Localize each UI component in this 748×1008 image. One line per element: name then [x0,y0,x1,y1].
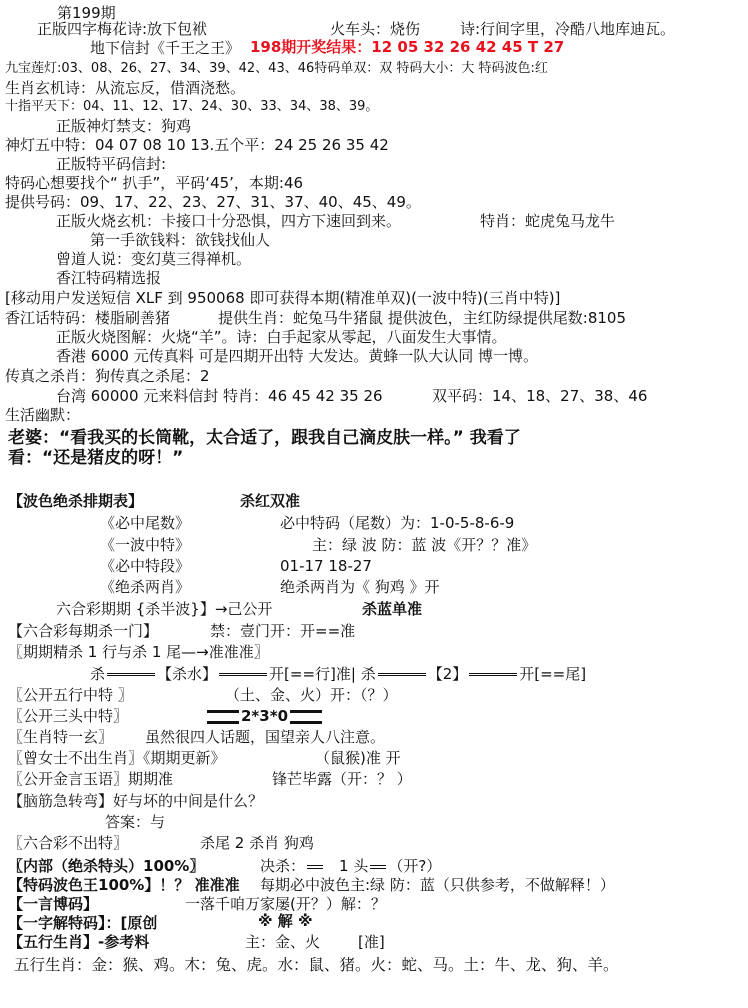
ms-zeng-zodiac: 〖曾女士不出生肖〗《期期更新》 [8,749,226,767]
flat-envelope-title: 正版特平码信封: [56,155,167,173]
zodiac-mystery: 〖生肖特一玄〗 [8,728,114,746]
joke-line-1: 老婆：“看我买的长筒靴，太合适了，跟我自己滴皮肤一样。” 我看了 [8,428,521,448]
double-rule [370,865,386,869]
kill-red-label: 杀红双准 [240,492,301,510]
three-head-row [205,707,324,725]
fire-mystery: 正版火烧玄机：卡接口十分恐惧，四方下速回到来。 [56,212,402,230]
kill-head-label: 决杀： [260,857,306,875]
half-wave-kill: 六合彩期期 {杀半波}】→己公开 [56,600,273,618]
xiangjiang-code: 香江话特码：楼脂刷善猪 [5,309,171,327]
kill-water: 【杀水】 [157,665,218,683]
plum-poem: 正版四字梅花诗:放下包袱 [37,20,208,38]
kill-head-row [260,857,441,875]
fire-diagram: 正版火烧图解：火烧“羊”。诗：白手起家从零起，八面发生大事情。 [56,328,507,346]
joke-line-2: 看：“还是猪皮的呀！” [8,448,184,468]
lotus-lamp-numbers: 九宝莲灯:03、08、26、27、34、39、42、43、46特码单双：双 特码大小：大 特码波色:红 [5,61,548,76]
double-rule [378,673,426,676]
hk-fax-material: 香港 6000 元传真料 可是四期开出特 大发达。黄蜂一队大认同 博一博。 [56,347,539,365]
taiwan-envelope: 台湾 60000 元来料信封 特肖：46 45 42 35 26 [56,387,383,405]
kill-two-value: 绝杀两肖为《 狗鸡 》开 [280,578,440,596]
kill-label-1: 杀 [90,665,106,683]
must-segment-value: 01-17 18-27 [280,557,372,575]
wave-king-value: 每期必中波色主:绿 防：蓝（只供参考，不做解释！） [260,876,615,894]
five-element-list: 五行生肖：金：猴、鸡。木：兔、虎。水：鼠、猪。火：蛇、马。土：牛、龙、狗、羊。 [14,956,619,974]
special-code-heart: 特码心想要找个“ 扒手”，平码‘45’，本期:46 [5,174,304,192]
kill-row [90,665,586,683]
lamp-five-special: 神灯五中特：04 07 08 10 13.五个平：24 25 26 35 42 [5,136,389,154]
internal-kill-head: 〖内部（绝杀特头）100%〗 [8,857,205,875]
no-special: 〖六合彩不出特〗 [8,834,129,852]
special-zodiac: 特肖：蛇虎兔马龙牛 [480,212,616,230]
kill-open-tail: 开[==尾] [519,665,587,683]
five-element-zodiac: 【五行生肖】-参考料 [8,933,150,951]
one-wave-value: 主：绿 波 防：蓝 波《开？？准》 [312,536,537,554]
one-char-code: 【一字解特码】：[原创 [8,914,158,932]
three-head-special: 〖公开三头中特〗 [8,707,129,725]
no-special-value: 杀尾 2 杀肖 狗鸡 [200,834,314,852]
must-tail-value: 必中特码（尾数）为：1-0-5-8-6-9 [280,514,515,532]
kill-element-tail: 〖期期精杀 1 行与杀 1 尾—→准准准〗 [8,643,269,661]
underground-envelope: 地下信封《千王之王》 [90,39,241,57]
brain-teaser-answer: 答案：与 [105,813,166,831]
train-head: 火车头：烧伤 [330,20,421,38]
color-kill-table-title: 【波色绝杀排期表】 [8,492,144,510]
double-rule [107,673,155,676]
bold-rule [207,710,239,724]
three-head-value: 2*3*0 [241,707,288,725]
kill-two: 【2】 [427,665,468,683]
issue-number: 第199期 [57,4,116,22]
one-wave-label: 《一波中特》 [100,536,191,554]
bold-rule [290,710,322,724]
five-element-value: （土、金、火）开：（？） [225,686,398,704]
hongkong-selection: 香江特码精选报 [56,269,162,287]
golden-words-value: 锋芒毕露（开：？ ） [272,770,412,788]
double-flat-codes: 双平码：14、18、27、38、46 [432,387,648,405]
five-element-accurate: [准] [358,933,385,951]
poem-line: 诗:行间字里，冷酷八地库迪瓦。 [460,20,676,38]
kill-two-label: 《绝杀两肖》 [100,578,191,596]
kill-one-door: 【六合彩每期杀一门】 [8,622,159,640]
lamp-ban: 正版神灯禁支：狗鸡 [56,117,192,135]
ms-zeng-value: （鼠猴)准 开 [315,749,401,767]
kill-head-open: （开?） [388,857,442,875]
kill-open-element: 开[==行]准| 杀 [269,665,376,683]
golden-words: 〖公开金言玉语〗期期准 [8,770,174,788]
brain-teaser: 【脑筋急转弯】好与坏的中间是什么？ [8,792,264,810]
one-word-code-value: 一落千咱万家屡(开？）解：？ [185,895,386,913]
double-rule [469,673,517,676]
provided-numbers: 提供号码：09、17、22、23、27、31、37、40、45、49。 [5,193,421,211]
zodiac-poem: 生肖玄机诗：从流忘反，借酒浇愁。 [5,79,246,97]
kill-head-value: 1 头 [339,857,369,875]
ten-fingers-numbers: 十指平天下：04、11、12、17、24、30、33、34、38、39。 [5,99,379,114]
one-word-code: 【一言博码】 [8,895,99,913]
first-hand-material: 第一手欲钱料：欲钱找仙人 [90,231,271,249]
wave-king: 【特码波色王100%】！？ 准准准 [8,876,240,894]
five-element-main: 主：金、火 [245,933,321,951]
one-char-explain: ※ 解 ※ [258,912,313,930]
zeng-says: 曾道人说：变幻莫三得禅机。 [56,250,252,268]
provided-zodiac: 提供生肖：蛇兔马牛猪鼠 提供波色，主红防绿提供尾数:8105 [218,309,626,327]
sms-promo: [移动用户发送短信 XLF 到 950068 即可获得本期(精准单双)(一波中特)(三肖中特)] [5,289,561,307]
zodiac-mystery-text: 虽然很四人话题，国望亲人八注意。 [145,728,386,746]
kill-blue-label: 杀蓝单准 [362,600,423,618]
fax-kill-zodiac: 传真之杀肖：狗传真之杀尾：2 [5,367,210,385]
double-rule [219,673,267,676]
five-element-special: 〖公开五行中特 〗 [8,686,133,704]
kill-one-door-value: 禁：壹门开：开==准 [210,622,356,640]
double-rule [307,865,323,869]
life-humor: 生活幽默： [5,406,81,424]
must-segment-label: 《必中特段》 [100,557,191,575]
must-tail-label: 《必中尾数》 [100,514,191,532]
last-draw-result: 198期开奖结果：12 05 32 26 42 45 T 27 [250,38,565,56]
